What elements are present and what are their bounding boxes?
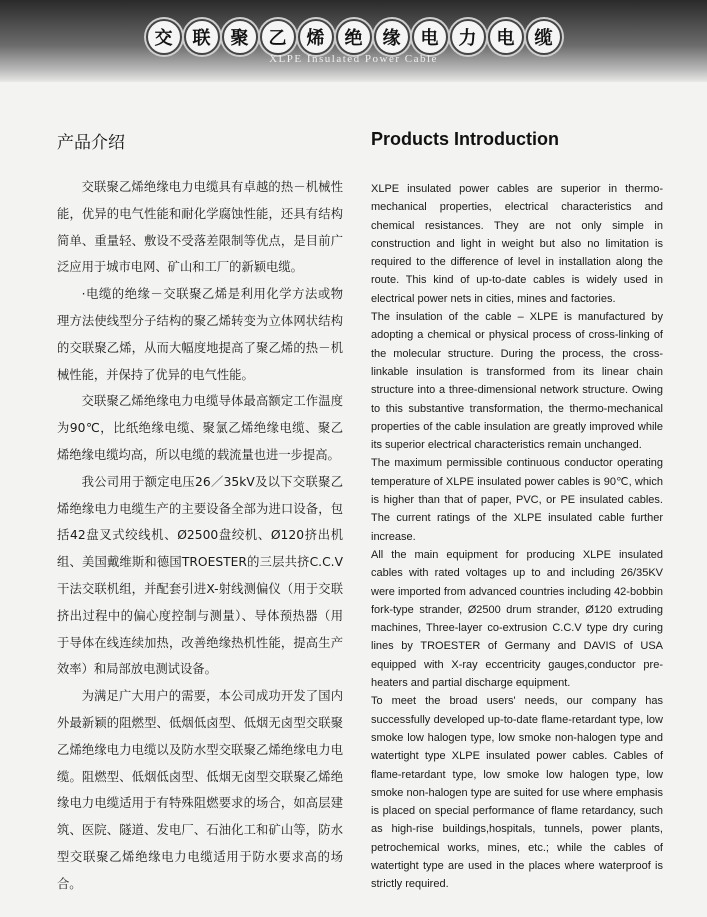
english-paragraph: To meet the broad users' needs, our company has successfully developed up-to-date flame-retardant type, low smoke low halogen type, low smoke non-halogen type and watertight type XLPE insulated power cables. Cables of flame-retardant type, low smoke low halogen type, low smoke non-halogen type are suited for use where emphasis is placed on special performance of flame retardancy, such as high-rise buildings,hospitals, tunnels, power plants, petrochemical works, mines, etc.; while the cables of watertight type are used in the places where waterproof is strictly required. [371,695,663,891]
title-char: 力 [450,19,486,55]
title-char: 绝 [336,19,372,55]
chinese-paragraph: 为满足广大用户的需要，本公司成功开发了国内外最新颖的阻燃型、低烟低卤型、低烟无卤型交联聚乙烯绝缘电力电缆以及防水型交联聚乙烯绝缘电力电缆。阻燃型、低烟低卤型、低烟无卤型交联聚乙烯绝缘电力电缆适用于有特殊阻燃要求的场合，如高层建筑、医院、隧道、发电厂、石油化工和矿山等，防水型交联聚乙烯绝缘电力电缆适用于防水要求高的场合。 [57,689,343,891]
english-paragraph: All the main equipment for producing XLPE insulated cables with rated voltages up to and including 26/35KV were imported from advanced countries including 42-bobbin fork-type strander, Ø2500 drum strander, Ø120 extruding machines, Three-layer co-extrusion C.C.V type dry curing lines by TROESTER of Germany and DAVIS of USA equipped with X-ray eccentricity gauges,conductor pre-heaters and partial discharge equipment. [371,548,663,690]
title-char: 交 [146,19,182,55]
title-char: 乙 [260,19,296,55]
title-char: 聚 [222,19,258,55]
title-char: 缘 [374,19,410,55]
chinese-column [57,174,343,898]
english-heading: Products Introduction [371,129,559,149]
title-char: 电 [488,19,524,55]
chinese-paragraph: 交联聚乙烯绝缘电力电缆具有卓越的热－机械性能，优异的电气性能和耐化学腐蚀性能，还具有结构简单、重量轻、敷设不受落差限制等优点，是目前广泛应用于城市电网、矿山和工厂的新颖电缆。 [57,180,343,275]
title-char: 烯 [298,19,334,55]
english-paragraph: The insulation of the cable – XLPE is manufactured by adopting a chemical or physical process of cross-linking of the molecular structure. During the process, the cross-linkable insulation is transformed from its linear chain structure into a three-dimensional network structure. Owing to this substantive transformation, the thermo-mechanical properties of the cable insulation are greatly improved while its superior electrical characteristics remain unchanged. [371,311,663,452]
chinese-heading: 产品介绍 [57,133,125,153]
banner-title [0,19,707,55]
title-char: 联 [184,19,220,55]
chinese-paragraph: ·电缆的绝缘－交联聚乙烯是利用化学方法或物理方法使线型分子结构的聚乙烯转变为立体网状结构的交联聚乙烯，从而大幅度地提高了聚乙烯的热－机械性能，并保持了优异的电气性能。 [57,287,343,382]
chinese-paragraph: 我公司用于额定电压26／35kV及以下交联聚乙烯绝缘电力电缆生产的主要设备全部为进口设备，包括42盘叉式绞线机、Ø2500盘绞机、Ø120挤出机组、美国戴维斯和德国TROESTER的三层共挤C.C.V干法交联机组，并配套引进X-射线测偏仪（用于交联挤出过程中的偏心度控制与测量）、导体预热器（用于导体在线连续加热，改善绝缘热机性能，提高生产效率）和局部放电测试设备。 [57,474,343,677]
title-char: 缆 [526,19,562,55]
header-banner [0,0,707,82]
chinese-paragraph: 交联聚乙烯绝缘电力电缆导体最高额定工作温度为90℃，比纸绝缘电缆、聚氯乙烯绝缘电缆、聚乙烯绝缘电缆均高，所以电缆的载流量也进一步提高。 [57,394,343,462]
english-paragraph: XLPE insulated power cables are superior in thermo-mechanical properties, electrical characteristics and chemical resistances. They are not only simple in construction and light in weight but also no limitation is required to the difference of level in installation along the route. This kind of up-to-date cables is widely used in electrical power nets in cities, mines and factories. [371,183,663,305]
banner-subtitle: XLPE Insulated Power Cable [269,53,438,65]
title-char: 电 [412,19,448,55]
english-paragraph: The maximum permissible continuous conductor operating temperature of XLPE insulated power cables is 90℃, which is higher than that of paper, PVC, or PE insulated cables. The current ratings of the XLPE insulated cable further increase. [371,457,663,543]
english-column [371,180,663,894]
